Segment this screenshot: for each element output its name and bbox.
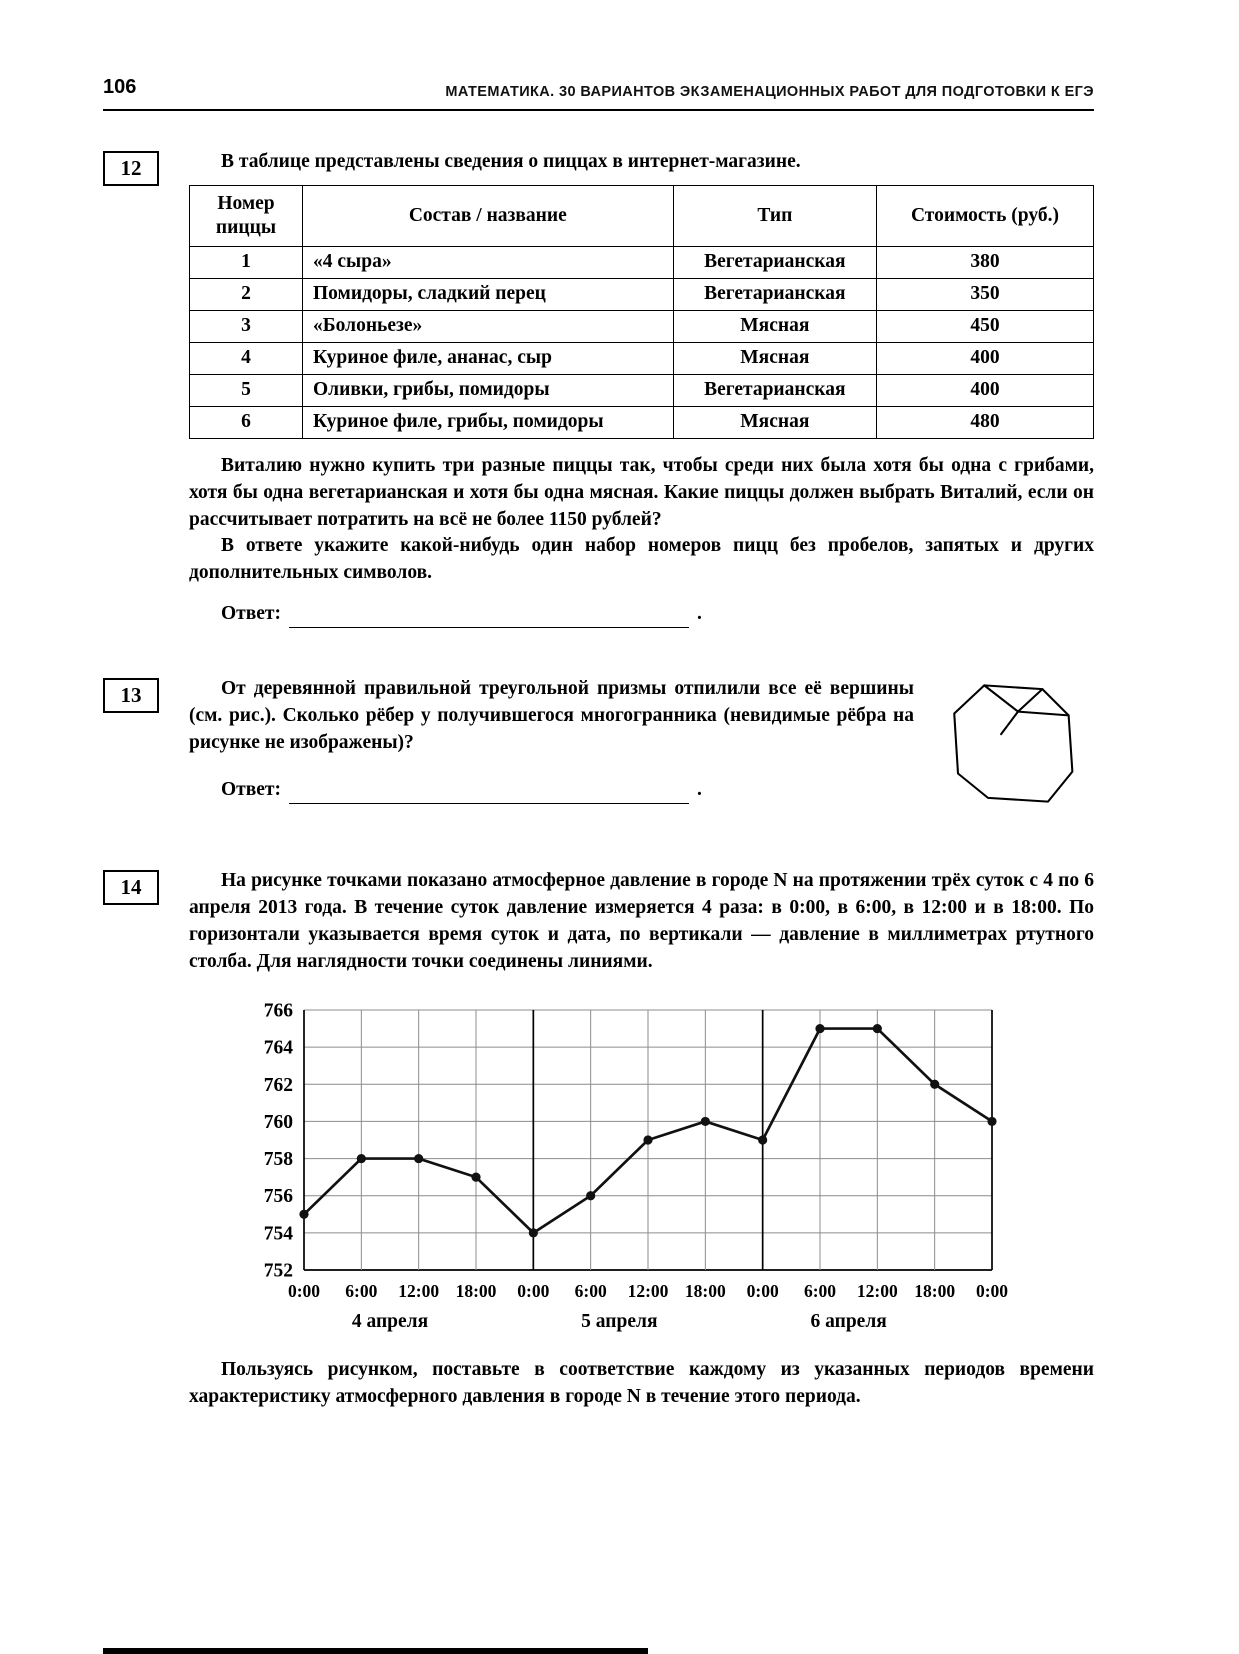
pizza-table-cell: 400 xyxy=(877,342,1094,374)
data-point xyxy=(586,1191,595,1200)
problem-14-number: 14 xyxy=(103,870,159,905)
x-tick-label: 6:00 xyxy=(803,1280,837,1301)
pizza-table-cell: Вегетарианская xyxy=(673,279,876,311)
pizza-table-cell: 400 xyxy=(877,374,1094,406)
pizza-table-cell: Вегетарианская xyxy=(673,247,876,279)
problem-13-content xyxy=(189,676,1094,834)
problem-13-text: От деревянной правильной треугольной призмы отпилили все её вершины (см. рис.). Сколько рёбер у получившегося многогранника (невидимые рёбра на рисунке не изображены)? xyxy=(189,678,914,753)
data-point xyxy=(471,1172,480,1181)
x-tick-label: 0:00 xyxy=(975,1280,1009,1301)
pizza-table-cell: 1 xyxy=(190,247,303,279)
data-point xyxy=(414,1154,423,1163)
x-tick-label: 12:00 xyxy=(627,1280,669,1301)
x-tick-label: 12:00 xyxy=(856,1280,898,1301)
y-tick-label: 762 xyxy=(263,1074,293,1096)
pizza-table-head xyxy=(190,185,1094,247)
data-point xyxy=(529,1228,538,1237)
page-header xyxy=(103,74,1094,111)
pizza-table-body xyxy=(190,247,1094,438)
data-point xyxy=(987,1117,996,1126)
day-label: 4 апреля xyxy=(351,1310,429,1332)
problem-12-answer-row xyxy=(221,601,1094,628)
problem-14-number-col xyxy=(103,868,189,1410)
pizza-table-header-cell: Тип xyxy=(673,185,876,247)
x-tick-label: 6:00 xyxy=(345,1280,378,1301)
data-point xyxy=(299,1209,308,1218)
truncated-prism-figure xyxy=(942,676,1094,826)
pizza-table-cell: 3 xyxy=(190,311,303,343)
data-point xyxy=(930,1079,939,1088)
pizza-table-row xyxy=(190,247,1094,279)
pizza-table-cell: Мясная xyxy=(673,342,876,374)
x-tick-label: 0:00 xyxy=(287,1280,321,1301)
pizza-table-cell: «4 сыра» xyxy=(303,247,674,279)
pizza-table-header-row xyxy=(190,185,1094,247)
data-point xyxy=(815,1024,824,1033)
pizza-table-cell: Оливки, грибы, помидоры xyxy=(303,374,674,406)
pizza-table-cell: 5 xyxy=(190,374,303,406)
answer-blank xyxy=(289,781,689,803)
pizza-table-cell: Куриное филе, грибы, помидоры xyxy=(303,406,674,438)
x-tick-label: 18:00 xyxy=(455,1280,497,1301)
pizza-table-header-cell: Состав / название xyxy=(303,185,674,247)
y-tick-label: 758 xyxy=(263,1148,293,1170)
x-tick-label: 0:00 xyxy=(517,1280,550,1301)
problem-14-content xyxy=(189,868,1094,1410)
data-point xyxy=(873,1024,882,1033)
page-number: 106 xyxy=(103,76,137,98)
pizza-table-cell: Мясная xyxy=(673,311,876,343)
problem-12-number: 12 xyxy=(103,151,159,186)
page-header-title: МАТЕМАТИКА. 30 ВАРИАНТОВ ЭКЗАМЕНАЦИОННЫХ РАБОТ ДЛЯ ПОДГОТОВКИ К ЕГЭ xyxy=(445,83,1094,100)
pizza-table-cell: 380 xyxy=(877,247,1094,279)
problem-14-closing: Пользуясь рисунком, поставьте в соответствие каждому из указанных периодов времени характеристику атмосферного давления в городе N в течение этого периода. xyxy=(189,1358,1094,1407)
y-tick-label: 754 xyxy=(263,1223,293,1245)
problem-13-number: 13 xyxy=(103,678,159,713)
footer-rule xyxy=(103,1648,648,1654)
pizza-table-cell: Куриное филе, ананас, сыр xyxy=(303,342,674,374)
problem-12-content xyxy=(189,149,1094,629)
pizza-table-row xyxy=(190,342,1094,374)
pizza-table-cell: Вегетарианская xyxy=(673,374,876,406)
pizza-table-cell: 4 xyxy=(190,342,303,374)
data-point xyxy=(643,1135,652,1144)
problem-12-paragraph-1: Виталию нужно купить три разные пиццы так, чтобы среди них была хотя бы одна с грибами, хотя бы одна вегетарианская и хотя бы одна мясная. Какие пиццы должен выбрать Виталий, если он рассчитывает потратить на всё не более 1150 рублей? xyxy=(189,454,1094,530)
data-point xyxy=(357,1154,366,1163)
x-tick-label: 6:00 xyxy=(574,1280,607,1301)
pizza-table-header-cell: Стоимость (руб.) xyxy=(877,185,1094,247)
data-point xyxy=(758,1135,767,1144)
pizza-table-row xyxy=(190,406,1094,438)
pizza-table-cell: 350 xyxy=(877,279,1094,311)
pizza-table-cell: Мясная xyxy=(673,406,876,438)
pizza-table-row xyxy=(190,279,1094,311)
problem-13-answer-row xyxy=(221,777,914,804)
problem-14-text: На рисунке точками показано атмосферное давление в городе N на протяжении трёх суток с 4 по 6 апреля 2013 года. В течение суток давление измеряется 4 раза: в 0:00, в 6:00, в 12:00 и в 18:00. По горизонтали указывается время суток и дата, по вертикали — давление в миллиметрах ртутного столба. Для наглядности точки соединены линиями. xyxy=(189,870,1094,972)
y-tick-label: 760 xyxy=(263,1111,293,1133)
y-tick-label: 766 xyxy=(263,1000,293,1022)
pizza-table-header-cell: Номер пиццы xyxy=(190,185,303,247)
x-tick-label: 18:00 xyxy=(914,1280,956,1301)
answer-period: . xyxy=(697,778,702,800)
problem-14 xyxy=(103,868,1094,1410)
pressure-chart-container xyxy=(247,994,1094,1349)
pizza-table-cell: 480 xyxy=(877,406,1094,438)
pizza-table-cell: 2 xyxy=(190,279,303,311)
pizza-table-row xyxy=(190,374,1094,406)
pizza-table-cell: 6 xyxy=(190,406,303,438)
data-point xyxy=(701,1117,710,1126)
problem-12-number-col xyxy=(103,149,189,629)
problem-13 xyxy=(103,676,1094,834)
y-tick-label: 752 xyxy=(263,1260,293,1282)
pressure-chart xyxy=(247,994,1017,1340)
pizza-table-cell: 450 xyxy=(877,311,1094,343)
x-tick-label: 18:00 xyxy=(684,1280,726,1301)
day-label: 5 апреля xyxy=(581,1310,658,1332)
problem-12-intro: В таблице представлены сведения о пиццах в интернет-магазине. xyxy=(221,150,801,172)
answer-label: Ответ: xyxy=(221,603,282,625)
y-tick-label: 756 xyxy=(263,1185,293,1207)
answer-label: Ответ: xyxy=(221,778,282,800)
problem-12-paragraph-2: В ответе укажите какой-нибудь один набор номеров пицц без пробелов, запятых и других дополнительных символов. xyxy=(189,535,1094,584)
pizza-table-cell: Помидоры, сладкий перец xyxy=(303,279,674,311)
day-label: 6 апреля xyxy=(810,1310,887,1332)
x-tick-label: 0:00 xyxy=(746,1280,779,1301)
answer-blank xyxy=(289,606,689,628)
pizza-table-cell: «Болоньезе» xyxy=(303,311,674,343)
y-tick-label: 764 xyxy=(263,1037,293,1059)
x-tick-label: 12:00 xyxy=(398,1280,440,1301)
answer-period: . xyxy=(697,603,702,625)
pizza-table xyxy=(189,185,1094,439)
problem-12 xyxy=(103,149,1094,629)
problem-13-number-col xyxy=(103,676,189,834)
pizza-table-row xyxy=(190,311,1094,343)
